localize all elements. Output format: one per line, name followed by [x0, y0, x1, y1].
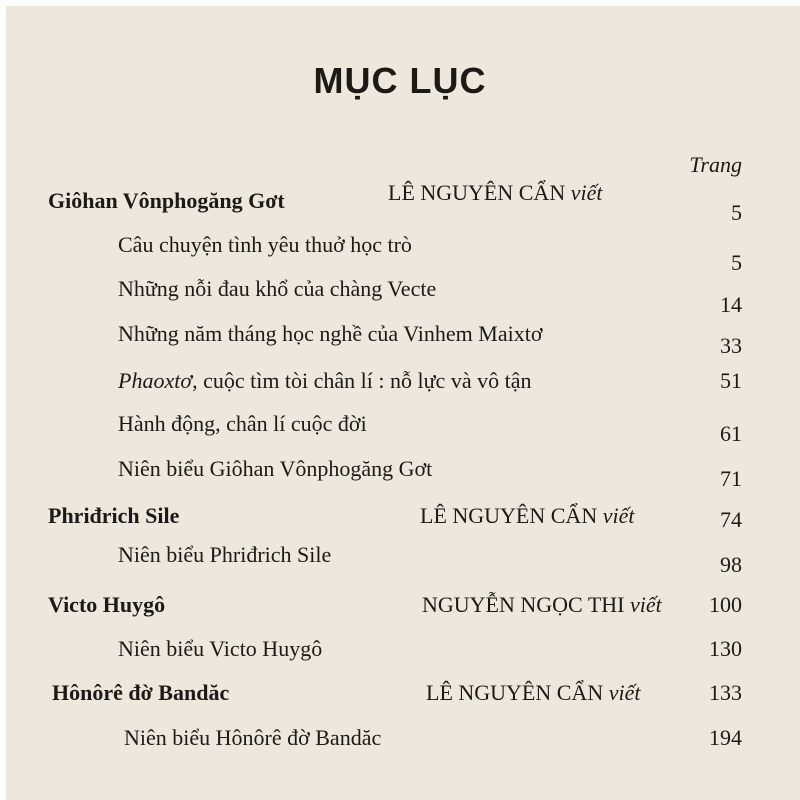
entry-page: 14: [720, 292, 742, 317]
entry-page: 130: [709, 636, 742, 661]
entry-title: Niên biểu Phriđrich Sile: [118, 542, 332, 567]
entry-title: Hành động, chân lí cuộc đời: [118, 411, 367, 436]
entry-title: Victo Huygô: [48, 592, 166, 617]
entry-author: [388, 180, 602, 206]
entry-page: 5: [731, 200, 742, 225]
page-column-label: Trang: [689, 152, 742, 177]
toc-author-entry: [0, 680, 800, 720]
author-name: LÊ NGUYÊN CẨN: [388, 180, 566, 205]
toc-sub-entry: [0, 232, 800, 275]
entry-author: [420, 503, 634, 529]
entry-title: Niên biểu Giôhan Vônphogăng Gơt: [118, 456, 433, 481]
author-verb: viết: [608, 680, 641, 705]
entry-title: Phriđrich Sile: [48, 503, 180, 528]
toc-sub-entry: [0, 725, 800, 765]
entry-page: 5: [731, 250, 742, 275]
page-title: MỤC LỤC: [313, 60, 487, 101]
toc-sub-entry: [0, 411, 800, 451]
entry-title-italic: Phaoxtơ: [118, 368, 193, 393]
toc-sub-entry: [0, 636, 800, 676]
entry-title: Những năm tháng học nghề của Vinhem Maixtơ: [118, 321, 543, 346]
entry-title: Hônôrê đờ Bandăc: [52, 680, 230, 705]
entry-page: 100: [709, 592, 742, 617]
toc-sub-entry: [0, 368, 800, 408]
author-verb: viết: [629, 592, 662, 617]
author-name: LÊ NGUYÊN CẨN: [426, 680, 604, 705]
entry-title: Niên biểu Victo Huygô: [118, 636, 323, 661]
entry-page: 71: [720, 466, 742, 491]
toc-sub-entry: [0, 456, 800, 496]
toc-sub-entry: [0, 276, 800, 316]
toc-sub-entry: [0, 542, 800, 582]
entry-page: 61: [720, 421, 742, 446]
entry-title: Niên biểu Hônôrê đờ Bandăc: [124, 725, 382, 750]
entry-author: [426, 680, 640, 706]
entry-author: [422, 592, 662, 618]
entry-page: 133: [709, 680, 742, 705]
author-verb: viết: [570, 180, 603, 205]
toc-author-entry: [0, 503, 800, 543]
entry-page: 33: [720, 333, 742, 358]
entry-page: 194: [709, 725, 742, 750]
entry-page: 51: [720, 368, 742, 393]
entry-title-rest: , cuộc tìm tòi chân lí : nỗ lực và vô tận: [192, 368, 532, 393]
entry-title: Giôhan Vônphogăng Gơt: [48, 188, 285, 213]
toc-sub-entry: [0, 321, 800, 361]
toc-author-entry: [0, 180, 800, 225]
author-name: LÊ NGUYÊN CẨN: [420, 503, 598, 528]
author-name: NGUYỄN NGỌC THI: [422, 592, 625, 617]
entry-title: Câu chuyện tình yêu thuở học trò: [118, 232, 412, 257]
entry-title: Những nỗi đau khổ của chàng Vecte: [118, 276, 437, 301]
toc-author-entry: [0, 592, 800, 632]
entry-title: [118, 368, 531, 394]
entry-page: 74: [720, 507, 742, 532]
entry-page: 98: [720, 552, 742, 577]
author-verb: viết: [602, 503, 635, 528]
